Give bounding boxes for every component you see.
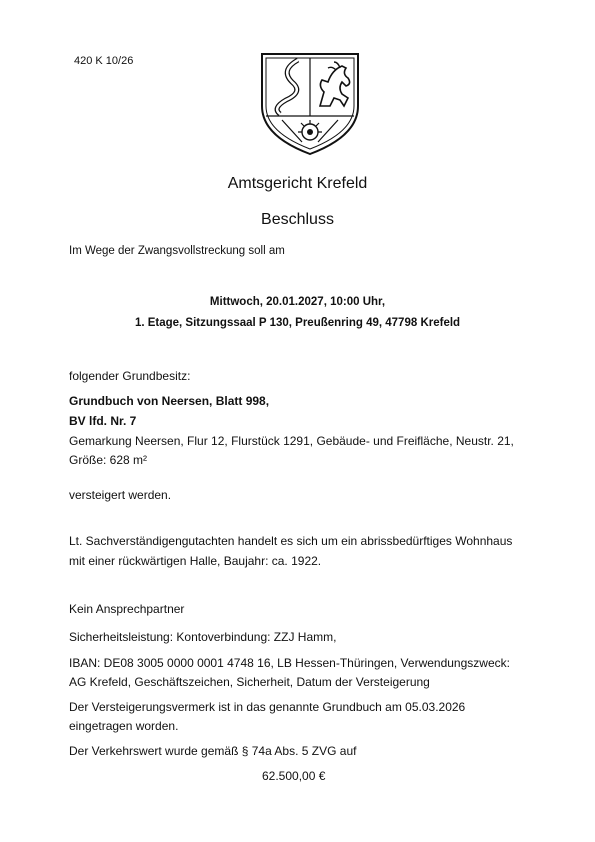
registration-line-2: eingetragen worden. [69,719,179,733]
appraisal-line-2: mit einer rückwärtigen Halle, Baujahr: ca. 1922. [69,554,322,568]
intro-text: Im Wege der Zwangsvollstreckung soll am [69,245,285,257]
appointment-location: 1. Etage, Sitzungssaal P 130, Preußenring 49, 47798 Krefeld [134,317,461,329]
document-type: Beschluss [261,211,334,228]
property-item: BV lfd. Nr. 7 [69,414,137,428]
valuation-text: Der Verkehrswert wurde gemäß § 74a Abs. 5 ZVG auf [69,744,357,758]
valuation-amount: 62.500,00 € [262,769,326,783]
case-number: 420 K 10/26 [74,55,134,67]
auction-text: versteigert werden. [69,488,172,502]
property-size: Größe: 628 m² [69,453,148,467]
property-intro: folgender Grundbesitz: [69,369,191,383]
court-name: Amtsgericht Krefeld [227,175,368,192]
appraisal-line-1: Lt. Sachverständigengutachten handelt es sich um ein abrissbedürftiges Wohnhaus [69,534,513,548]
contact-text: Kein Ansprechpartner [69,602,185,616]
coat-of-arms-icon [258,48,362,158]
property-description: Gemarkung Neersen, Flur 12, Flurstück 1291, Gebäude- und Freifläche, Neustr. 21, [69,434,514,448]
bank-line-1: IBAN: DE08 3005 0000 0001 4748 16, LB Hessen-Thüringen, Verwendungszweck: [69,656,510,670]
registration-line-1: Der Versteigerungsvermerk ist in das genannte Grundbuch am 05.03.2026 [69,700,466,714]
appointment-datetime: Mittwoch, 20.01.2027, 10:00 Uhr, [209,296,386,308]
bank-line-2: AG Krefeld, Geschäftszeichen, Sicherheit, Datum der Versteigerung [69,675,430,689]
property-register: Grundbuch von Neersen, Blatt 998, [69,394,270,408]
security-deposit: Sicherheitsleistung: Kontoverbindung: ZZJ Hamm, [69,630,337,644]
